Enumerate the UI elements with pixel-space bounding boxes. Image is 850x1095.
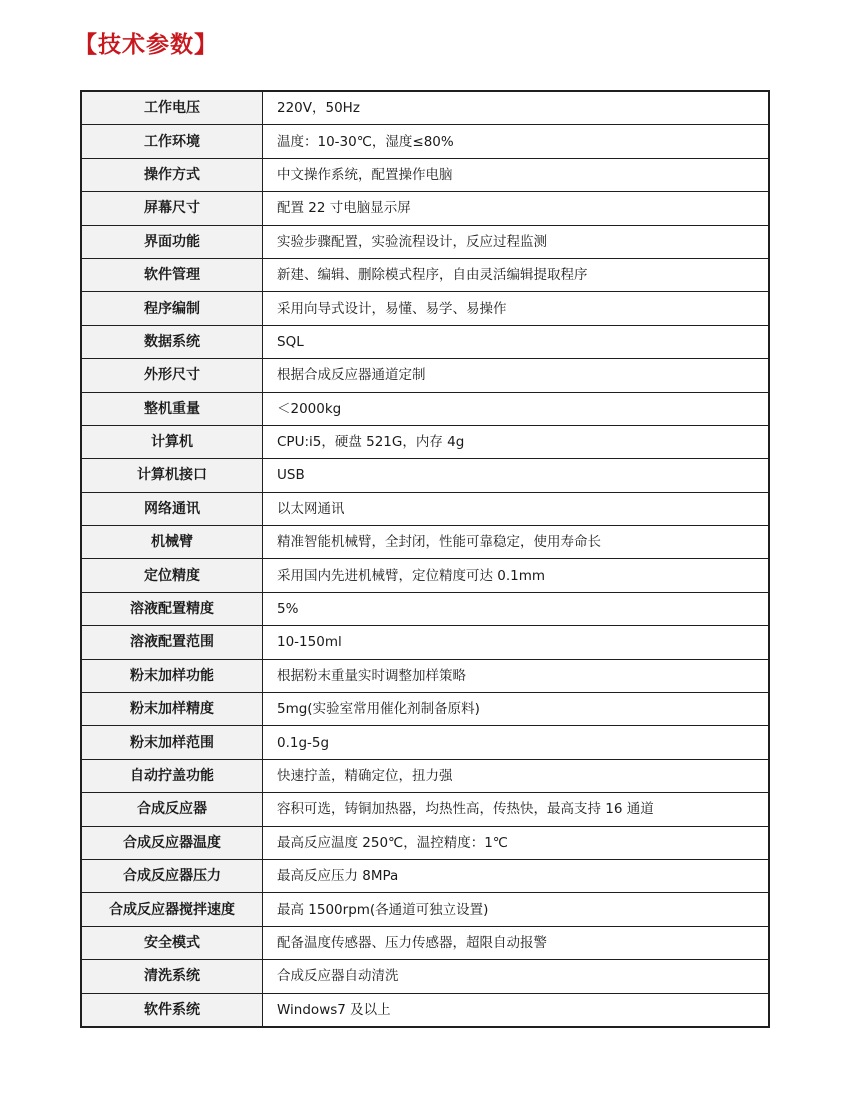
table-row xyxy=(81,325,769,358)
spec-value: 中文操作系统，配置操作电脑 xyxy=(263,158,770,191)
table-row xyxy=(81,859,769,892)
spec-value: 根据粉末重量实时调整加样策略 xyxy=(263,659,770,692)
spec-value: 10-150ml xyxy=(263,626,770,659)
spec-value: 5mg(实验室常用催化剂制备原料) xyxy=(263,693,770,726)
spec-value: USB xyxy=(263,459,770,492)
spec-label: 软件管理 xyxy=(81,258,263,291)
page-title: 【技术参数】 xyxy=(74,32,218,58)
table-row xyxy=(81,125,769,158)
spec-table-body xyxy=(81,91,769,1027)
table-row xyxy=(81,960,769,993)
table-row xyxy=(81,793,769,826)
spec-label: 工作环境 xyxy=(81,125,263,158)
table-row xyxy=(81,559,769,592)
table-row xyxy=(81,993,769,1027)
table-row xyxy=(81,258,769,291)
table-row xyxy=(81,158,769,191)
table-row xyxy=(81,526,769,559)
spec-label: 清洗系统 xyxy=(81,960,263,993)
spec-value: 新建、编辑、删除模式程序，自由灵活编辑提取程序 xyxy=(263,258,770,291)
spec-value: 实验步骤配置，实验流程设计，反应过程监测 xyxy=(263,225,770,258)
table-row xyxy=(81,726,769,759)
spec-label: 定位精度 xyxy=(81,559,263,592)
spec-value: 0.1g-5g xyxy=(263,726,770,759)
spec-label: 机械臂 xyxy=(81,526,263,559)
spec-label: 外形尺寸 xyxy=(81,359,263,392)
spec-value: ＜2000kg xyxy=(263,392,770,425)
spec-label: 数据系统 xyxy=(81,325,263,358)
table-row xyxy=(81,425,769,458)
spec-value: 最高反应压力 8MPa xyxy=(263,859,770,892)
spec-value: 220V，50Hz xyxy=(263,91,770,125)
table-row xyxy=(81,592,769,625)
spec-label: 界面功能 xyxy=(81,225,263,258)
table-row xyxy=(81,225,769,258)
spec-value: 配备温度传感器、压力传感器，超限自动报警 xyxy=(263,926,770,959)
spec-value: 根据合成反应器通道定制 xyxy=(263,359,770,392)
table-row xyxy=(81,659,769,692)
spec-value: 最高 1500rpm(各通道可独立设置) xyxy=(263,893,770,926)
spec-label: 屏幕尺寸 xyxy=(81,192,263,225)
spec-label: 粉末加样范围 xyxy=(81,726,263,759)
spec-label: 粉末加样功能 xyxy=(81,659,263,692)
spec-value: 快速拧盖，精确定位，扭力强 xyxy=(263,759,770,792)
spec-label: 合成反应器温度 xyxy=(81,826,263,859)
spec-value: 温度：10-30℃，湿度≤80% xyxy=(263,125,770,158)
spec-value: SQL xyxy=(263,325,770,358)
table-row xyxy=(81,626,769,659)
table-row xyxy=(81,392,769,425)
spec-label: 溶液配置精度 xyxy=(81,592,263,625)
spec-value: 精准智能机械臂，全封闭，性能可靠稳定，使用寿命长 xyxy=(263,526,770,559)
spec-value: 合成反应器自动清洗 xyxy=(263,960,770,993)
table-row xyxy=(81,192,769,225)
spec-label: 工作电压 xyxy=(81,91,263,125)
spec-label: 计算机 xyxy=(81,425,263,458)
spec-value: 5% xyxy=(263,592,770,625)
spec-value: 最高反应温度 250℃，温控精度：1℃ xyxy=(263,826,770,859)
spec-label: 合成反应器压力 xyxy=(81,859,263,892)
spec-value: 容积可选，铸铜加热器，均热性高，传热快，最高支持 16 通道 xyxy=(263,793,770,826)
table-row xyxy=(81,926,769,959)
spec-value: 以太网通讯 xyxy=(263,492,770,525)
spec-label: 自动拧盖功能 xyxy=(81,759,263,792)
spec-label: 安全模式 xyxy=(81,926,263,959)
spec-label: 操作方式 xyxy=(81,158,263,191)
spec-label: 整机重量 xyxy=(81,392,263,425)
spec-value: 采用国内先进机械臂，定位精度可达 0.1mm xyxy=(263,559,770,592)
table-row xyxy=(81,292,769,325)
spec-label: 软件系统 xyxy=(81,993,263,1027)
table-row xyxy=(81,492,769,525)
spec-label: 合成反应器搅拌速度 xyxy=(81,893,263,926)
spec-value: 配置 22 寸电脑显示屏 xyxy=(263,192,770,225)
table-row xyxy=(81,826,769,859)
spec-label: 程序编制 xyxy=(81,292,263,325)
table-row xyxy=(81,693,769,726)
spec-label: 粉末加样精度 xyxy=(81,693,263,726)
spec-value: Windows7 及以上 xyxy=(263,993,770,1027)
spec-table xyxy=(80,90,770,1028)
table-row xyxy=(81,359,769,392)
spec-value: 采用向导式设计，易懂、易学、易操作 xyxy=(263,292,770,325)
table-row xyxy=(81,91,769,125)
spec-label: 溶液配置范围 xyxy=(81,626,263,659)
spec-label: 合成反应器 xyxy=(81,793,263,826)
spec-value: CPU:i5，硬盘 521G，内存 4g xyxy=(263,425,770,458)
table-row xyxy=(81,759,769,792)
spec-label: 网络通讯 xyxy=(81,492,263,525)
spec-label: 计算机接口 xyxy=(81,459,263,492)
table-row xyxy=(81,459,769,492)
table-row xyxy=(81,893,769,926)
